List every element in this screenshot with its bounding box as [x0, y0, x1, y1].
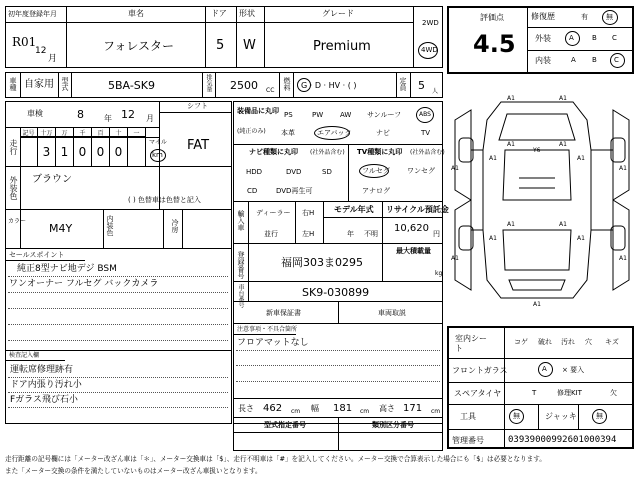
registration-value: 福岡303ま0295 — [281, 256, 363, 269]
control-number-value: 03939000992601000394 — [508, 435, 617, 445]
damage-mark: Y6 — [533, 147, 541, 154]
damage-mark: A1 — [507, 95, 515, 102]
grade-label: グレード — [322, 9, 354, 18]
mileage-digit-header: 万 — [56, 128, 74, 137]
mileage-label: 走行 — [9, 139, 18, 155]
exterior-grade-label: 外装 — [535, 34, 551, 43]
make-label: 車名 — [128, 9, 144, 18]
length-label: 長さ — [238, 404, 254, 413]
damage-mark: A1 — [507, 141, 515, 148]
equip-ps: PS — [284, 111, 293, 119]
model-year-label: モデル年式 — [334, 205, 374, 214]
seat-dirt: 汚れ — [561, 338, 575, 346]
max-load-unit: kg — [435, 270, 443, 277]
spare-tire-missing: 欠 — [610, 389, 617, 397]
equip-pw: PW — [312, 111, 324, 119]
mileage-digit-header: 千 — [74, 128, 92, 137]
chassis-label: 車台番号 — [237, 284, 244, 308]
model-value: 5BA-SK9 — [108, 79, 155, 92]
import-right-hand: 右H — [302, 209, 315, 217]
cc-unit: CC — [266, 87, 275, 94]
import-dealer: ディーラー — [256, 209, 291, 217]
tools-label: 工具 — [460, 412, 476, 421]
mileage-digit-header: 十 — [110, 128, 128, 137]
equipment-sub: (純正のみ) — [237, 128, 266, 135]
body-shape: W — [243, 38, 256, 53]
navi-hdd: HDD — [246, 168, 263, 176]
vehicle-type-label: 車種 — [9, 77, 17, 91]
manual-doc: 車両取説 — [378, 309, 406, 317]
tv-type-sub: (社外品含む) — [410, 149, 445, 156]
seat-scratch: キズ — [605, 338, 619, 346]
model-label: 型式 — [61, 77, 69, 91]
mileage-digit-header: 記号 — [20, 128, 38, 137]
km-label: km — [152, 151, 163, 159]
width-unit: cm — [360, 408, 370, 415]
navi-cd: CD — [247, 187, 258, 195]
drive-2wd: 2WD — [422, 19, 439, 27]
navi-dvd: DVD — [286, 168, 302, 176]
equip-abs: ABS — [419, 111, 431, 118]
model-year-unknown: 不明 — [364, 230, 378, 238]
mile-label: マイル — [149, 139, 167, 146]
score-value: 4.5 — [473, 30, 516, 58]
inspection-month-unit: 月 — [146, 114, 154, 123]
capacity-label: 定員 — [399, 77, 407, 91]
width-value: 181 — [333, 403, 353, 414]
equip-sunroof: サンルーフ — [367, 111, 402, 119]
damage-mark: A1 — [507, 221, 515, 228]
interior-grade-b: B — [592, 56, 597, 64]
mileage-digit: 0 — [74, 137, 92, 166]
damage-mark: A1 — [577, 235, 585, 242]
repair-yes: 有 — [581, 13, 588, 21]
displacement-label: 排気量 — [205, 74, 212, 92]
tv-fullseg: フルセグ — [362, 167, 390, 175]
drive-4wd: 4WD — [421, 46, 438, 54]
car-damage-diagram — [447, 80, 637, 320]
height-value: 171 — [403, 403, 423, 414]
width-label: 幅 — [311, 404, 319, 413]
warranty-doc: 新車保証書 — [266, 309, 301, 317]
footer-note-2: また「メーター交換の条件を満たしていないものはメーター改ざん車扱いとなります。 — [5, 467, 262, 475]
mileage-digit: 3 — [38, 137, 56, 166]
recycle-value: 10,620 — [394, 223, 429, 234]
selling-point-2: ワンオーナー フルセグ バックカメラ — [9, 279, 159, 289]
damage-mark: A1 — [489, 155, 497, 162]
exterior-color-value: ブラウン — [32, 174, 72, 185]
use-value: 自家用 — [24, 79, 54, 90]
mileage-digit: 0 — [110, 137, 128, 166]
first-registration-month: 12 — [35, 46, 47, 56]
mileage-digit: 1 — [56, 137, 74, 166]
tv-type-label: TV種類に丸印 — [357, 148, 403, 156]
height-label: 高さ — [379, 404, 395, 413]
inspection-year-unit: 年 — [104, 114, 112, 123]
import-left-hand: 左H — [302, 230, 315, 238]
max-load-label: 最大積載量 — [396, 247, 431, 255]
damage-mark: A1 — [577, 155, 585, 162]
seat-tear: 破れ — [538, 338, 552, 346]
color-code-value: M4Y — [49, 222, 73, 235]
interior-grade-a: A — [571, 56, 576, 64]
damage-mark: A1 — [533, 301, 541, 308]
selling-point-1: 純正8型ナビ地デジ BSM — [17, 264, 117, 274]
tv-oneseg: ワンセグ — [407, 167, 435, 175]
inspector-note-1: 運転席修理跡有 — [10, 365, 74, 375]
model-year-unit: 年 — [347, 230, 354, 238]
equip-navi: ナビ — [376, 129, 390, 137]
recycle-label: リサイクル預託金 — [386, 205, 449, 214]
equipment-label: 装備品に丸印 — [237, 107, 279, 115]
navi-type-label: ナビ種類に丸印 — [249, 148, 298, 156]
interior-color-label: 内装色 — [106, 215, 114, 236]
front-glass-a: A — [542, 365, 547, 373]
color-code-label: カラー — [8, 218, 27, 225]
year-label: 初年度登録年月 — [8, 10, 57, 18]
spare-tire-label: スペアタイヤ — [454, 389, 502, 398]
mileage-digit-header: 十万 — [38, 128, 56, 137]
inspector-note-2: ドア内張り汚れ小 — [10, 380, 82, 390]
spare-tire-kit: 修理KIT — [557, 389, 582, 397]
displacement-value: 2500 — [230, 79, 258, 92]
exterior-grade-b: B — [592, 34, 597, 42]
damage-mark: A1 — [559, 141, 567, 148]
notes-label: 注意事項・不具合箇所 — [237, 326, 298, 333]
equip-leather: 本革 — [281, 129, 295, 137]
import-label: 輸入車 — [237, 210, 245, 231]
navi-dvd-play: DVD再生可 — [276, 187, 313, 195]
equip-aw: AW — [340, 111, 352, 119]
shape-label: 形状 — [239, 9, 255, 18]
seat-burn: コゲ — [514, 338, 528, 346]
class-number-label: 類別区分番号 — [372, 421, 414, 429]
interior-seat-label: 室内シート — [455, 334, 487, 354]
jack-value: 無 — [596, 412, 603, 420]
aircon-label: 冷房 — [171, 219, 179, 233]
inspector-notes-label: 検査記入欄 — [9, 352, 40, 359]
type-designation-label: 型式指定番号 — [264, 421, 306, 429]
damage-mark: A1 — [619, 165, 627, 172]
length-value: 462 — [263, 403, 283, 414]
repair-history-label: 修復歴 — [531, 12, 555, 21]
inspection-year: 8 — [77, 108, 84, 121]
interior-grade-label: 内装 — [535, 56, 551, 65]
repair-no: 無 — [606, 13, 613, 21]
damage-mark: A1 — [451, 255, 459, 262]
recycle-unit: 円 — [433, 230, 440, 238]
navi-sd: SD — [322, 168, 332, 176]
door-label: ドア — [211, 9, 227, 18]
exterior-color-label: 外装色 — [9, 176, 18, 200]
exterior-grade-c: C — [612, 34, 617, 42]
import-parallel: 並行 — [264, 230, 278, 238]
grade-value: Premium — [313, 39, 371, 54]
interior-grade-c: C — [614, 56, 619, 64]
first-registration-year: R01 — [12, 35, 37, 49]
tv-analog: アナログ — [362, 187, 390, 195]
damage-mark: A1 — [451, 165, 459, 172]
mileage-digit — [20, 137, 38, 166]
control-number-label: 管理番号 — [452, 436, 484, 445]
inspector-note-3: Fガラス飛び石小 — [10, 395, 78, 405]
inspection-month: 12 — [121, 108, 135, 121]
tools-value: 無 — [513, 412, 520, 420]
shift-label: シフト — [187, 102, 208, 110]
chassis-value: SK9-030899 — [302, 286, 370, 299]
height-unit: cm — [431, 408, 441, 415]
navi-type-sub: (社外品含む) — [310, 149, 345, 156]
seat-hole: 穴 — [585, 338, 592, 346]
color-change-note: ( ) 色替車は色替と記入 — [128, 196, 201, 204]
selling-points-label: セールスポイント — [9, 251, 65, 259]
front-glass-label: フロントガラス — [452, 366, 508, 375]
equip-airbag: エアバック — [317, 129, 352, 137]
door-count: 5 — [216, 38, 225, 53]
inspection-label: 車検 — [27, 109, 43, 118]
length-unit: cm — [291, 408, 301, 415]
registration-label: 登録番号 — [237, 251, 245, 279]
footer-note-1: 走行距離の記号欄には「メーター改ざん車は「＊」、メーター交換車は「$」、走行不明車は「#」を記入してください。メーター交換で合算表示した場合にも「$」は必要となります。 — [5, 455, 546, 463]
notes-value: フロアマットなし — [237, 338, 309, 348]
damage-mark: A1 — [489, 235, 497, 242]
fuel-label: 燃料 — [283, 77, 291, 91]
person-unit-static: 人 — [432, 88, 439, 95]
front-glass-replace: × 要入 — [562, 366, 585, 374]
jack-label: ジャッキ — [545, 412, 577, 421]
month-unit: 月 — [48, 54, 58, 64]
capacity-value: 5 — [418, 79, 425, 92]
mileage-digit-header: 百 — [92, 128, 110, 137]
fuel-options: G · D · HV · ( ) — [301, 81, 357, 90]
shift-value: FAT — [187, 138, 210, 153]
damage-mark: A1 — [619, 255, 627, 262]
damage-mark: A1 — [559, 95, 567, 102]
car-name: フォレスター — [103, 39, 175, 53]
mileage-digit: 0 — [92, 137, 110, 166]
mileage-digit-header: 一 — [128, 128, 146, 137]
damage-mark: A1 — [559, 221, 567, 228]
mileage-digit — [128, 137, 146, 166]
exterior-grade-a: A — [569, 34, 574, 42]
score-label: 評価点 — [480, 13, 504, 22]
spare-tire-t: T — [532, 389, 537, 397]
equip-tv: TV — [421, 129, 431, 137]
